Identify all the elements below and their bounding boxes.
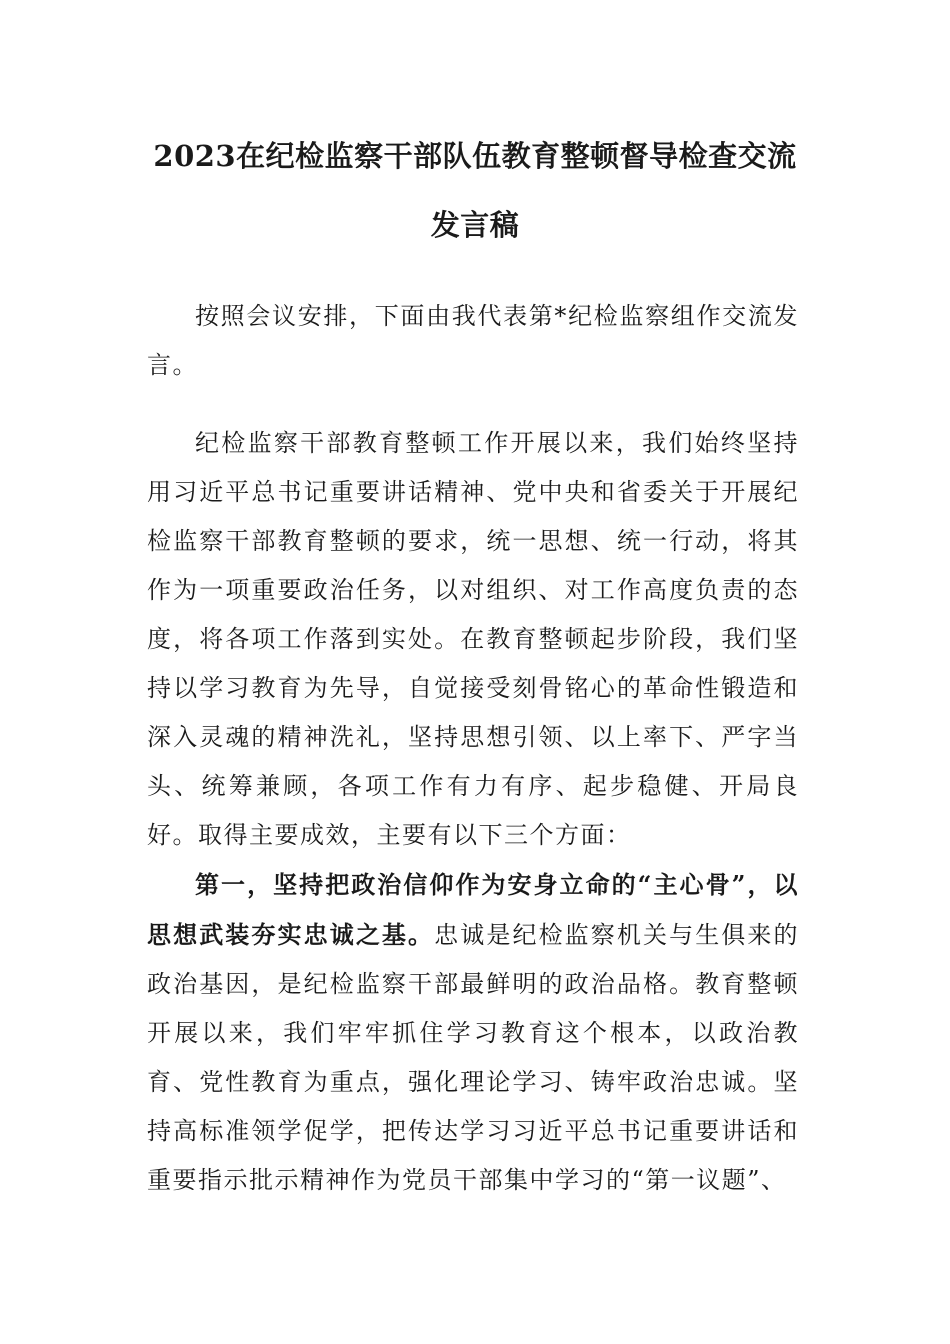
paragraph-point-one [147,860,799,1205]
document-title-line-1: 2023在纪检监察干部队伍教育整顿督导检查交流 [153,139,797,173]
paragraph-point-one-heading: 第一，坚持把政治信仰作为安身立命的“主心骨”，以思想武装夯实忠诚之基。 [147,870,799,949]
paragraph-intro-text: 按照会议安排，下面由我代表第*纪检监察组作交流发言。 [147,302,799,379]
paragraph-overview-text: 纪检监察干部教育整顿工作开展以来，我们始终坚持用习近平总书记重要讲话精神、党中央和省委关于开展纪检监察干部教育整顿的要求，统一思想、统一行动，将其作为一项重要政治任务，以对组织、对工作高度负责的态度，将各项工作落到实处。在教育整顿起步阶段，我们坚持以学习教育为先导，自觉接受刻骨铭心的革命性锻造和深入灵魂的精神洗礼，坚持思想引领、以上率下、严字当头、统筹兼顾，各项工作有力有序、起步稳健、开局良好。取得主要成效，主要有以下三个方面： [147,429,799,849]
document-title-line-2: 发言稿 [430,208,520,242]
paragraph-point-one-text: 忠诚是纪检监察机关与生俱来的政治基因，是纪检监察干部最鲜明的政治品格。教育整顿开展以来，我们牢牢抓住学习教育这个根本，以政治教育、党性教育为重点，强化理论学习、铸牢政治忠诚。坚持高标准领学促学，把传达学习习近平总书记重要讲话和重要指示批示精神作为党员干部集中学习的“第一议题”、 [147,921,800,1194]
paragraph-overview [147,419,799,860]
document-body [147,292,799,1205]
paragraph-intro [147,292,799,390]
